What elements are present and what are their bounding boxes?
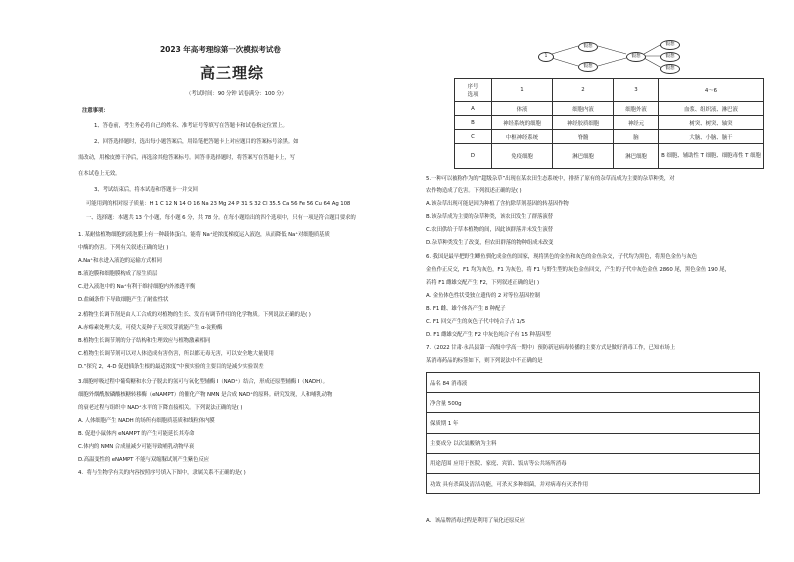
q6-option: A. 金鱼体色性状受独立遗传的 2 对等位基因控制 [426,293,540,299]
table-row [427,433,760,453]
table-header-cell: 3 [614,79,659,102]
table-header-cell: 序号 选项 [455,79,492,102]
table-header-cell: 1 [492,79,553,102]
diagram-node-3: 假想 [578,62,598,72]
notes-item: 2、回答选择题时，选出每小题答案后，用铅笔把答题卡上对应题目的答案标号涂黑。如 [94,139,299,145]
table-cell: 淋巴细胞 [614,144,659,169]
q2-option: C.植物生长调节剂可以对人体造成有害伤害，所以都无毒无害，可以安全地大量使用 [78,351,274,357]
q3-option: C.体内的 NMN 合成量减少可能导致哺乳动物早衰 [78,444,195,450]
exam-meta: （考试时间：90 分钟 试卷满分：100 分） [186,91,287,97]
diagram-node-6: 假想 [660,52,680,62]
q1-option: A.Na⁺和水进入液泡的运输方式相同 [78,258,162,264]
table-cell: 主要成分 以次氯酸钠为主料 [427,433,760,453]
table-row [455,102,764,116]
q5-option: B.该杂草成为主要的杂草种类，该农田发生了群落演替 [426,214,553,220]
q3-option: B. 促进小鼠体内 eNAMPT 的产生可能延长其寿命 [78,431,195,437]
q2-stem: 2.植物生长调节剂是由人工合成的对植物的生长、发育有调节作用的化学物质。下列说法正确的是( ) [78,312,311,318]
disinfectant-label-table [426,372,760,494]
exam-title: 2023 年高考理综第一次模拟考试卷 [160,45,281,54]
notes-item: 需改动，用橡皮擦干净后，再选涂其他答案标号。回答非选择题时，将答案写在答题卡上，写 [78,155,295,161]
notes-heading: 注意事项： [82,108,109,114]
q3-stem: 的衰老过程与组织中 NAD⁺水平的下降直接相关。下列说法正确的是( ) [78,405,243,411]
q2-option: A.赤霉素处理大麦，可使大麦种子无须发芽就能产生 α-淀粉酶 [78,325,223,331]
table-row [427,393,760,413]
table-row [455,144,764,169]
diagram-node-1: 1 [538,52,554,62]
table-cell: C [455,130,492,144]
atomic-masses: 可能用到的相对原子质量：H 1 C 12 N 14 O 16 Na 23 Mg 24 P 31 S 32 Cl 35.5 Ca 56 Fe 56 Cu 64 Ag 108 [86,201,351,207]
table-row [427,453,760,473]
q5-stem: 5.一种可以被称作为的“超级杂草”出现在某农田生态系统中，排挤了原有的杂草而成为主要的杂草种类，对 [426,176,675,182]
table-cell: 保质期 1 年 [427,413,760,433]
section-one-heading: 一、选择题：本题共 13 个小题，每小题 6 分，共 78 分。在每小题给出的四个选项中，只有一项是符合题目要求的 [86,215,356,221]
table-header-cell: 4～6 [659,79,764,102]
table-cell: 用途范围 应用于医院、家庭、宾馆、饭店等公共场所消毒 [427,453,760,473]
q5-stem: 农作物造成了危害。下列叙述正确的是( ) [426,188,522,194]
q1-stem: 1. 某耐盐植物细胞的液泡膜上有一种载体蛋白，能将 Na⁺逆浓度梯度运入液泡，从而降低 Na⁺对细胞质基质 [78,232,330,238]
table-cell: D [455,144,492,169]
table-cell: 体液 [492,102,553,116]
q5-option: A.该杂草出现可能是因为种植了含抗除草剂基因的转基因作物 [426,201,569,207]
table-cell: 免疫细胞 [492,144,553,169]
q7-stem: 某消毒药品的标签如下，则下列说法中不正确的是 [426,358,543,364]
table-cell: 树突、树突、轴突 [659,116,764,130]
diagram-node-4: 假想 [626,52,646,62]
notes-item: 1、答卷前，考生务必将自己的姓名、准考证号等填写在答题卡和试卷指定位置上。 [94,123,288,129]
table-row [455,130,764,144]
q4-diagram [538,40,678,76]
diagram-node-7: 假想 [660,64,680,74]
table-row [427,413,760,433]
table-cell: 中枢神经系统 [492,130,553,144]
q6-option: D. F1 雌雄交配产生 F2 中灰色纯合子有 15 种基因型 [426,332,551,338]
q7-option: A．该品牌消毒过程是利用了氧化还原反应 [426,518,525,524]
diagram-connectors [538,40,678,76]
q1-option: D.盐碱条件下导致细胞产生了耐盐性状 [78,297,169,303]
table-cell: 血浆、组织液、淋巴液 [659,102,764,116]
q2-option: B.植物生长调节剂的分子结构和生理效应与植物激素相同 [78,338,211,344]
table-header-cell: 2 [553,79,614,102]
q1-option: B.液泡膜和细胞膜构成了原生质层 [78,271,158,277]
q3-stem: 细胞外烟酰胺磷酸核糖转移酶（eNAMPT）的催化产物 NMN 是合成 NAD⁺的原料。研究发现，人和哺乳动物 [78,392,333,398]
q4-stem: 4．将与生物学有关的内容按照序号填入下图中，隶属关系不正确的是( ) [78,470,246,476]
q3-option: A. 人体细胞产生 NADH 的场所有细胞质基质和线粒体内膜 [78,418,215,424]
table-cell: 大脑、小脑、脑干 [659,130,764,144]
q6-stem: 6. 我国是最早把野生鲫鱼驯化成金鱼的国家，现将黑色的金鱼和灰色的金鱼杂交，子代均为黑色，将黑色金鱼与灰色 [426,254,698,260]
q4-options-table [454,78,764,169]
notes-item: 3、考试结束后，将本试卷和答题卡一并交回 [94,187,198,193]
table-cell: B [455,116,492,130]
table-header-row [455,79,764,102]
q5-option: C.农田供给于草本植物的间，因此该群落并未发生演替 [426,227,553,233]
q7-stem: 7.（2022 甘肃·永昌县第一高级中学高一期中）预防新冠病毒传播的主要方式是做好消毒工作，已知市场上 [426,345,675,351]
table-cell: 细胞外液 [614,102,659,116]
diagram-node-2: 假想 [578,42,598,52]
q3-stem: 3.细胞呼吸过程中葡萄糖和水分子脱去的氢可与氧化型辅酶 I（NAD⁺）结合，形成还原型辅酶 I（NADH）。 [78,379,328,385]
diagram-node-5: 假想 [660,40,680,50]
q6-option: B. F1 雌、雄个体各产生 8 种配子 [426,306,506,312]
table-cell: 细胞内液 [553,102,614,116]
q2-option: D.“探究 2，4-D 促进插条生根的最适浓度”中预实验的主要目的是减少实验误差 [78,364,264,370]
table-cell: 功效 具有杀菌及清洁功能，可杀灭多种细菌，并对病毒有灭杀作用 [427,473,760,493]
table-row [455,116,764,130]
table-cell: A [455,102,492,116]
table-row [427,373,760,393]
subject-title: 高三理综 [200,64,265,82]
q5-option: D.杂草种类发生了改变，但农田群落的物种组成未改变 [426,240,554,246]
table-cell: 脑 [614,130,659,144]
table-cell: 神经胶质细胞 [553,116,614,130]
notes-item: 在本试卷上无效。 [78,171,121,177]
table-row [427,473,760,493]
table-cell: 品名 84 消毒液 [427,373,760,393]
q6-option: C. F1 回交产生的灰色子代中纯合子占 1/5 [426,319,525,325]
q1-option: C.进入液泡中的 Na⁺有利于维持细胞内外渗透平衡 [78,284,196,290]
table-cell: 淋巴细胞 [553,144,614,169]
table-cell: B 细胞、辅助性 T 细胞、细胞毒性 T 细胞 [659,144,764,169]
q3-option: D.高温变性的 eNAMPT 不能与双缩脲试剂产生紫色反应 [78,457,210,463]
q6-stem: 若将 F1 雌雄交配产生 F2，下列叙述正确的是( ) [426,280,540,286]
q1-stem: 中酶的伤害。下列有关叙述正确的是( ) [78,245,169,251]
table-cell: 神经元 [614,116,659,130]
table-cell: 净含量 500g [427,393,760,413]
q6-stem: 金鱼作正反交，F1 均为灰色，F1 为灰色，将 F1 与野生型的灰色金鱼回交，产生的子代中灰色金鱼 2860 尾，黑色金鱼 190 尾， [426,267,730,273]
table-cell: 神经系统的细胞 [492,116,553,130]
table-cell: 脊髓 [553,130,614,144]
